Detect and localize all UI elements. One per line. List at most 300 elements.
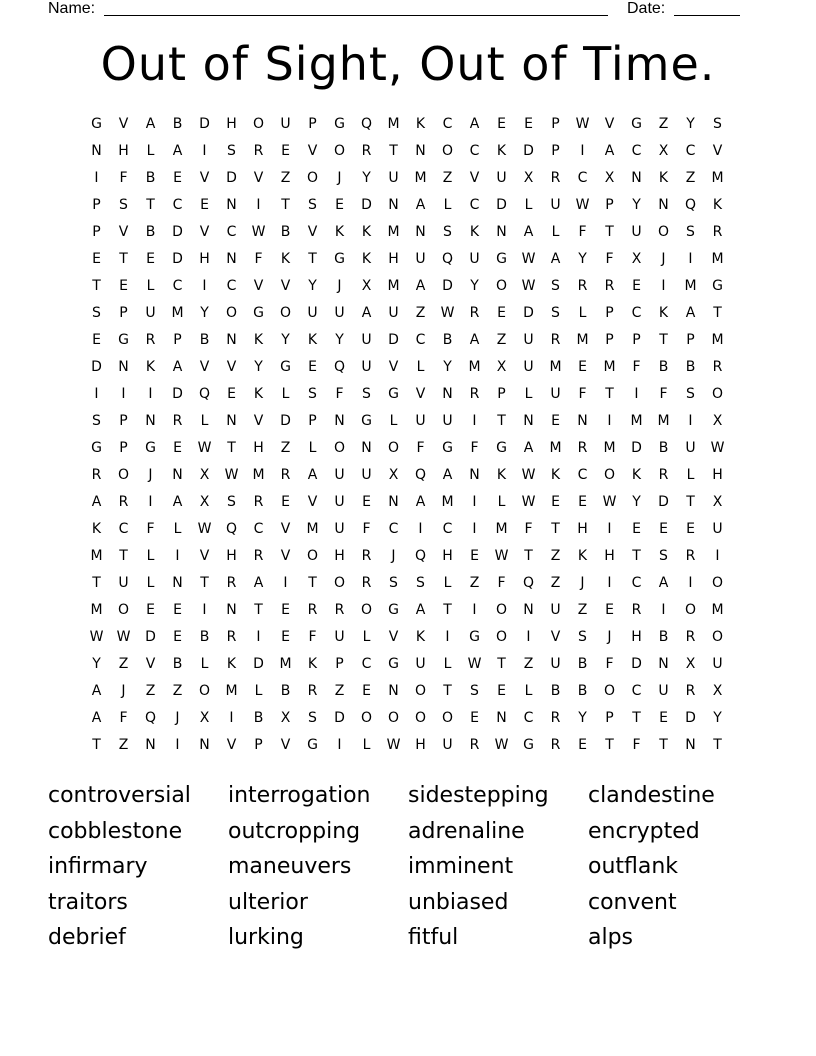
grid-letter[interactable]: L (281, 386, 290, 402)
grid-letter[interactable]: O (495, 278, 508, 294)
grid-letter[interactable]: U (334, 629, 345, 645)
grid-letter[interactable]: C (469, 197, 480, 213)
grid-letter[interactable]: Y (254, 359, 263, 375)
grid-letter[interactable]: W (521, 251, 536, 267)
grid-letter[interactable]: L (416, 359, 425, 375)
grid-letter[interactable]: X (388, 467, 399, 483)
grid-letter[interactable]: Q (198, 386, 211, 402)
grid-letter[interactable]: W (521, 467, 536, 483)
grid-letter[interactable]: N (226, 413, 237, 429)
grid-letter[interactable]: A (550, 251, 561, 267)
grid-letter[interactable]: I (256, 197, 261, 213)
grid-letter[interactable]: X (712, 683, 723, 699)
grid-letter[interactable]: S (659, 548, 668, 564)
grid-letter[interactable]: R (361, 575, 372, 591)
grid-letter[interactable]: S (227, 494, 236, 510)
grid-letter[interactable]: W (602, 494, 617, 510)
grid-letter[interactable]: R (604, 278, 615, 294)
grid-letter[interactable]: Z (523, 656, 534, 672)
grid-letter[interactable]: S (308, 710, 317, 726)
grid-letter[interactable]: U (550, 602, 561, 618)
grid-letter[interactable]: W (251, 224, 266, 240)
grid-letter[interactable]: Q (441, 251, 454, 267)
grid-letter[interactable]: D (496, 197, 507, 213)
grid-letter[interactable]: Y (632, 197, 641, 213)
grid-letter[interactable]: R (469, 737, 480, 753)
grid-letter[interactable]: H (604, 548, 615, 564)
grid-letter[interactable]: V (307, 224, 318, 240)
grid-letter[interactable]: G (496, 440, 507, 456)
grid-letter[interactable]: W (440, 305, 455, 321)
grid-letter[interactable]: W (224, 467, 239, 483)
grid-letter[interactable]: E (281, 629, 290, 645)
grid-letter[interactable]: I (715, 548, 720, 564)
grid-letter[interactable]: T (605, 224, 614, 240)
grid-letter[interactable]: K (658, 305, 669, 321)
grid-letter[interactable]: P (605, 332, 614, 348)
grid-letter[interactable]: C (442, 116, 453, 132)
grid-letter[interactable]: F (308, 629, 317, 645)
grid-letter[interactable]: L (551, 224, 560, 240)
grid-letter[interactable]: Y (92, 656, 101, 672)
grid-letter[interactable]: A (91, 683, 102, 699)
grid-letter[interactable]: D (253, 656, 264, 672)
grid-letter[interactable]: W (116, 629, 131, 645)
grid-letter[interactable]: T (254, 602, 263, 618)
grid-letter[interactable]: L (524, 683, 533, 699)
grid-letter[interactable]: S (92, 305, 101, 321)
grid-letter[interactable]: G (118, 332, 129, 348)
grid-letter[interactable]: I (229, 710, 234, 726)
grid-letter[interactable]: D (172, 224, 183, 240)
grid-letter[interactable]: K (415, 629, 426, 645)
grid-letter[interactable]: Q (225, 521, 238, 537)
grid-letter[interactable]: F (578, 224, 587, 240)
grid-letter[interactable]: U (550, 386, 561, 402)
grid-letter[interactable]: T (281, 197, 290, 213)
grid-letter[interactable]: M (603, 359, 616, 375)
grid-letter[interactable]: Y (578, 710, 587, 726)
grid-letter[interactable]: X (658, 143, 669, 159)
grid-letter[interactable]: L (497, 494, 506, 510)
grid-letter[interactable]: Y (632, 494, 641, 510)
grid-letter[interactable]: V (226, 737, 237, 753)
grid-letter[interactable]: W (467, 656, 482, 672)
grid-letter[interactable]: F (146, 521, 155, 537)
grid-letter[interactable]: Q (414, 467, 427, 483)
grid-letter[interactable]: A (523, 224, 534, 240)
grid-letter[interactable]: R (361, 143, 372, 159)
grid-letter[interactable]: N (172, 467, 183, 483)
grid-letter[interactable]: S (389, 575, 398, 591)
grid-letter[interactable]: K (307, 656, 318, 672)
grid-letter[interactable]: I (472, 413, 477, 429)
grid-letter[interactable]: D (145, 629, 156, 645)
grid-letter[interactable]: Z (334, 683, 345, 699)
grid-letter[interactable]: E (200, 197, 209, 213)
grid-letter[interactable]: S (470, 683, 479, 699)
grid-letter[interactable]: A (469, 116, 480, 132)
grid-letter[interactable]: A (415, 197, 426, 213)
grid-letter[interactable]: N (631, 170, 642, 186)
grid-letter[interactable]: Z (442, 170, 453, 186)
grid-letter[interactable]: N (226, 602, 237, 618)
grid-letter[interactable]: K (361, 224, 372, 240)
grid-letter[interactable]: H (712, 467, 723, 483)
grid-letter[interactable]: N (226, 251, 237, 267)
grid-letter[interactable]: E (173, 602, 182, 618)
grid-letter[interactable]: J (607, 629, 612, 645)
grid-letter[interactable]: B (658, 440, 669, 456)
grid-letter[interactable]: T (659, 737, 668, 753)
grid-letter[interactable]: O (333, 143, 346, 159)
grid-letter[interactable]: U (388, 305, 399, 321)
grid-letter[interactable]: N (388, 494, 399, 510)
grid-letter[interactable]: O (684, 602, 697, 618)
grid-letter[interactable]: E (632, 521, 641, 537)
grid-letter[interactable]: J (337, 170, 342, 186)
grid-letter[interactable]: I (472, 602, 477, 618)
grid-letter[interactable]: A (172, 143, 183, 159)
grid-letter[interactable]: R (172, 413, 183, 429)
grid-letter[interactable]: E (92, 332, 101, 348)
grid-letter[interactable]: B (199, 332, 210, 348)
grid-letter[interactable]: R (334, 602, 345, 618)
grid-letter[interactable]: M (306, 521, 319, 537)
grid-letter[interactable]: X (631, 251, 642, 267)
grid-letter[interactable]: D (172, 251, 183, 267)
grid-letter[interactable]: U (658, 683, 669, 699)
grid-letter[interactable]: R (550, 332, 561, 348)
grid-letter[interactable]: R (685, 629, 696, 645)
grid-letter[interactable]: R (280, 467, 291, 483)
grid-letter[interactable]: A (253, 575, 264, 591)
grid-letter[interactable]: F (605, 251, 614, 267)
grid-letter[interactable]: A (415, 494, 426, 510)
grid-letter[interactable]: M (711, 251, 724, 267)
grid-letter[interactable]: S (92, 413, 101, 429)
grid-letter[interactable]: Q (360, 116, 373, 132)
grid-letter[interactable]: E (92, 251, 101, 267)
grid-letter[interactable]: Q (684, 197, 697, 213)
grid-letter[interactable]: A (523, 440, 534, 456)
grid-letter[interactable]: I (148, 494, 153, 510)
grid-letter[interactable]: C (577, 170, 588, 186)
grid-letter[interactable]: K (253, 332, 264, 348)
grid-letter[interactable]: R (91, 467, 102, 483)
grid-letter[interactable]: C (523, 710, 534, 726)
grid-letter[interactable]: U (685, 440, 696, 456)
grid-letter[interactable]: R (685, 683, 696, 699)
grid-letter[interactable]: F (470, 440, 479, 456)
grid-letter[interactable]: C (631, 683, 642, 699)
grid-letter[interactable]: S (308, 386, 317, 402)
grid-letter[interactable]: P (92, 197, 101, 213)
grid-letter[interactable]: O (414, 683, 427, 699)
grid-letter[interactable]: Z (658, 116, 669, 132)
grid-letter[interactable]: F (119, 170, 128, 186)
grid-letter[interactable]: R (361, 548, 372, 564)
grid-letter[interactable]: L (524, 386, 533, 402)
grid-letter[interactable]: C (469, 143, 480, 159)
grid-letter[interactable]: W (386, 737, 401, 753)
grid-letter[interactable]: A (442, 467, 453, 483)
grid-letter[interactable]: S (362, 386, 371, 402)
grid-letter[interactable]: U (442, 737, 453, 753)
grid-letter[interactable]: G (469, 629, 480, 645)
grid-letter[interactable]: M (549, 359, 562, 375)
grid-letter[interactable]: X (496, 359, 507, 375)
grid-letter[interactable]: D (361, 197, 372, 213)
grid-letter[interactable]: I (202, 278, 207, 294)
grid-letter[interactable]: E (173, 629, 182, 645)
grid-letter[interactable]: U (118, 575, 129, 591)
grid-letter[interactable]: N (226, 332, 237, 348)
grid-letter[interactable]: C (388, 521, 399, 537)
grid-letter[interactable]: F (524, 521, 533, 537)
grid-letter[interactable]: E (578, 737, 587, 753)
grid-letter[interactable]: T (632, 710, 641, 726)
grid-letter[interactable]: V (253, 413, 264, 429)
grid-letter[interactable]: N (226, 197, 237, 213)
grid-letter[interactable]: B (145, 170, 156, 186)
grid-letter[interactable]: N (145, 737, 156, 753)
grid-letter[interactable]: I (148, 386, 153, 402)
grid-letter[interactable]: X (712, 413, 723, 429)
grid-letter[interactable]: C (226, 224, 237, 240)
grid-letter[interactable]: T (686, 494, 695, 510)
grid-letter[interactable]: M (603, 440, 616, 456)
grid-letter[interactable]: U (523, 332, 534, 348)
grid-letter[interactable]: M (387, 278, 400, 294)
grid-letter[interactable]: U (334, 521, 345, 537)
grid-letter[interactable]: Y (200, 305, 209, 321)
grid-letter[interactable]: T (497, 413, 506, 429)
grid-letter[interactable]: O (117, 467, 130, 483)
grid-letter[interactable]: E (362, 494, 371, 510)
grid-letter[interactable]: R (685, 548, 696, 564)
grid-letter[interactable]: N (118, 359, 129, 375)
grid-letter[interactable]: C (415, 332, 426, 348)
grid-letter[interactable]: U (550, 656, 561, 672)
grid-letter[interactable]: V (469, 170, 480, 186)
grid-letter[interactable]: F (362, 521, 371, 537)
grid-letter[interactable]: O (360, 602, 373, 618)
grid-letter[interactable]: Y (335, 332, 344, 348)
grid-letter[interactable]: T (389, 143, 398, 159)
grid-letter[interactable]: V (388, 629, 399, 645)
grid-letter[interactable]: G (523, 737, 534, 753)
grid-letter[interactable]: J (580, 575, 585, 591)
grid-letter[interactable]: R (118, 494, 129, 510)
grid-letter[interactable]: E (362, 683, 371, 699)
grid-letter[interactable]: F (416, 440, 425, 456)
grid-letter[interactable]: A (361, 305, 372, 321)
grid-letter[interactable]: U (712, 521, 723, 537)
grid-letter[interactable]: A (172, 359, 183, 375)
grid-letter[interactable]: A (415, 278, 426, 294)
grid-letter[interactable]: R (550, 737, 561, 753)
grid-letter[interactable]: L (173, 521, 182, 537)
grid-letter[interactable]: K (307, 332, 318, 348)
grid-letter[interactable]: D (172, 386, 183, 402)
grid-letter[interactable]: O (711, 629, 724, 645)
grid-letter[interactable]: B (577, 656, 588, 672)
grid-letter[interactable]: C (631, 575, 642, 591)
grid-letter[interactable]: N (442, 386, 453, 402)
grid-letter[interactable]: V (307, 143, 318, 159)
grid-letter[interactable]: S (551, 278, 560, 294)
grid-letter[interactable]: S (227, 143, 236, 159)
grid-letter[interactable]: P (119, 305, 128, 321)
grid-letter[interactable]: A (145, 116, 156, 132)
grid-letter[interactable]: E (281, 602, 290, 618)
grid-letter[interactable]: N (685, 737, 696, 753)
grid-letter[interactable]: O (603, 683, 616, 699)
grid-letter[interactable]: R (550, 170, 561, 186)
grid-letter[interactable]: O (225, 305, 238, 321)
grid-letter[interactable]: D (442, 278, 453, 294)
grid-letter[interactable]: X (712, 494, 723, 510)
grid-letter[interactable]: I (607, 575, 612, 591)
grid-letter[interactable]: Y (470, 278, 479, 294)
grid-letter[interactable]: I (607, 521, 612, 537)
grid-letter[interactable]: D (226, 170, 237, 186)
grid-letter[interactable]: N (334, 413, 345, 429)
grid-letter[interactable]: D (685, 710, 696, 726)
grid-letter[interactable]: G (253, 305, 264, 321)
grid-letter[interactable]: Y (713, 710, 722, 726)
grid-letter[interactable]: N (172, 575, 183, 591)
grid-letter[interactable]: T (92, 737, 101, 753)
grid-letter[interactable]: P (335, 656, 344, 672)
grid-letter[interactable]: D (523, 143, 534, 159)
grid-letter[interactable]: T (713, 737, 722, 753)
grid-letter[interactable]: R (469, 386, 480, 402)
grid-letter[interactable]: P (92, 224, 101, 240)
grid-letter[interactable]: P (308, 413, 317, 429)
grid-letter[interactable]: T (659, 332, 668, 348)
grid-letter[interactable]: F (254, 251, 263, 267)
grid-letter[interactable]: T (119, 251, 128, 267)
grid-letter[interactable]: N (415, 143, 426, 159)
grid-letter[interactable]: I (526, 629, 531, 645)
grid-letter[interactable]: S (551, 305, 560, 321)
grid-letter[interactable]: G (388, 602, 399, 618)
grid-letter[interactable]: H (226, 116, 237, 132)
grid-letter[interactable]: K (226, 656, 237, 672)
grid-letter[interactable]: I (283, 575, 288, 591)
grid-letter[interactable]: D (334, 710, 345, 726)
grid-letter[interactable]: I (175, 737, 180, 753)
grid-letter[interactable]: U (361, 359, 372, 375)
grid-letter[interactable]: B (145, 224, 156, 240)
grid-letter[interactable]: R (253, 494, 264, 510)
grid-letter[interactable]: A (604, 143, 615, 159)
grid-letter[interactable]: C (172, 278, 183, 294)
grid-letter[interactable]: P (605, 710, 614, 726)
grid-letter[interactable]: K (469, 224, 480, 240)
grid-letter[interactable]: D (199, 116, 210, 132)
grid-letter[interactable]: G (307, 737, 318, 753)
grid-letter[interactable]: B (172, 656, 183, 672)
grid-letter[interactable]: V (145, 656, 156, 672)
grid-letter[interactable]: Q (414, 548, 427, 564)
grid-letter[interactable]: G (712, 278, 723, 294)
grid-letter[interactable]: O (495, 602, 508, 618)
grid-letter[interactable]: R (577, 440, 588, 456)
grid-letter[interactable]: D (523, 305, 534, 321)
grid-letter[interactable]: X (604, 170, 615, 186)
grid-letter[interactable]: E (632, 278, 641, 294)
grid-letter[interactable]: G (91, 440, 102, 456)
grid-letter[interactable]: B (280, 224, 291, 240)
grid-letter[interactable]: R (307, 602, 318, 618)
grid-letter[interactable]: C (118, 521, 129, 537)
grid-letter[interactable]: O (333, 575, 346, 591)
grid-letter[interactable]: M (90, 548, 103, 564)
grid-letter[interactable]: Y (281, 332, 290, 348)
grid-letter[interactable]: L (146, 278, 155, 294)
grid-letter[interactable]: Z (550, 575, 561, 591)
grid-letter[interactable]: F (605, 656, 614, 672)
grid-letter[interactable]: K (550, 467, 561, 483)
grid-letter[interactable]: S (686, 386, 695, 402)
grid-letter[interactable]: W (575, 116, 590, 132)
grid-letter[interactable]: B (442, 332, 453, 348)
grid-letter[interactable]: M (387, 224, 400, 240)
grid-letter[interactable]: X (280, 710, 291, 726)
grid-letter[interactable]: N (388, 683, 399, 699)
grid-letter[interactable]: B (280, 683, 291, 699)
grid-letter[interactable]: S (713, 116, 722, 132)
grid-letter[interactable]: U (415, 413, 426, 429)
grid-letter[interactable]: F (578, 386, 587, 402)
grid-letter[interactable]: L (254, 683, 263, 699)
grid-letter[interactable]: Z (685, 170, 696, 186)
date-field[interactable] (674, 15, 740, 16)
grid-letter[interactable]: V (280, 548, 291, 564)
grid-letter[interactable]: T (308, 575, 317, 591)
grid-letter[interactable]: I (580, 143, 585, 159)
grid-letter[interactable]: T (713, 305, 722, 321)
grid-letter[interactable]: C (577, 467, 588, 483)
grid-letter[interactable]: I (445, 629, 450, 645)
grid-letter[interactable]: U (415, 251, 426, 267)
grid-letter[interactable]: Y (578, 251, 587, 267)
grid-letter[interactable]: O (117, 602, 130, 618)
grid-letter[interactable]: R (145, 332, 156, 348)
grid-letter[interactable]: H (334, 548, 345, 564)
grid-letter[interactable]: E (470, 548, 479, 564)
grid-letter[interactable]: O (387, 440, 400, 456)
grid-letter[interactable]: V (280, 521, 291, 537)
grid-letter[interactable]: B (685, 359, 696, 375)
grid-letter[interactable]: K (334, 224, 345, 240)
grid-letter[interactable]: U (631, 224, 642, 240)
grid-letter[interactable]: R (253, 143, 264, 159)
grid-letter[interactable]: T (119, 548, 128, 564)
grid-letter[interactable]: T (524, 548, 533, 564)
grid-letter[interactable]: I (94, 386, 99, 402)
grid-letter[interactable]: L (308, 440, 317, 456)
grid-letter[interactable]: E (173, 170, 182, 186)
grid-letter[interactable]: C (172, 197, 183, 213)
grid-letter[interactable]: R (631, 602, 642, 618)
grid-letter[interactable]: M (549, 440, 562, 456)
grid-letter[interactable]: I (256, 629, 261, 645)
grid-letter[interactable]: O (306, 548, 319, 564)
